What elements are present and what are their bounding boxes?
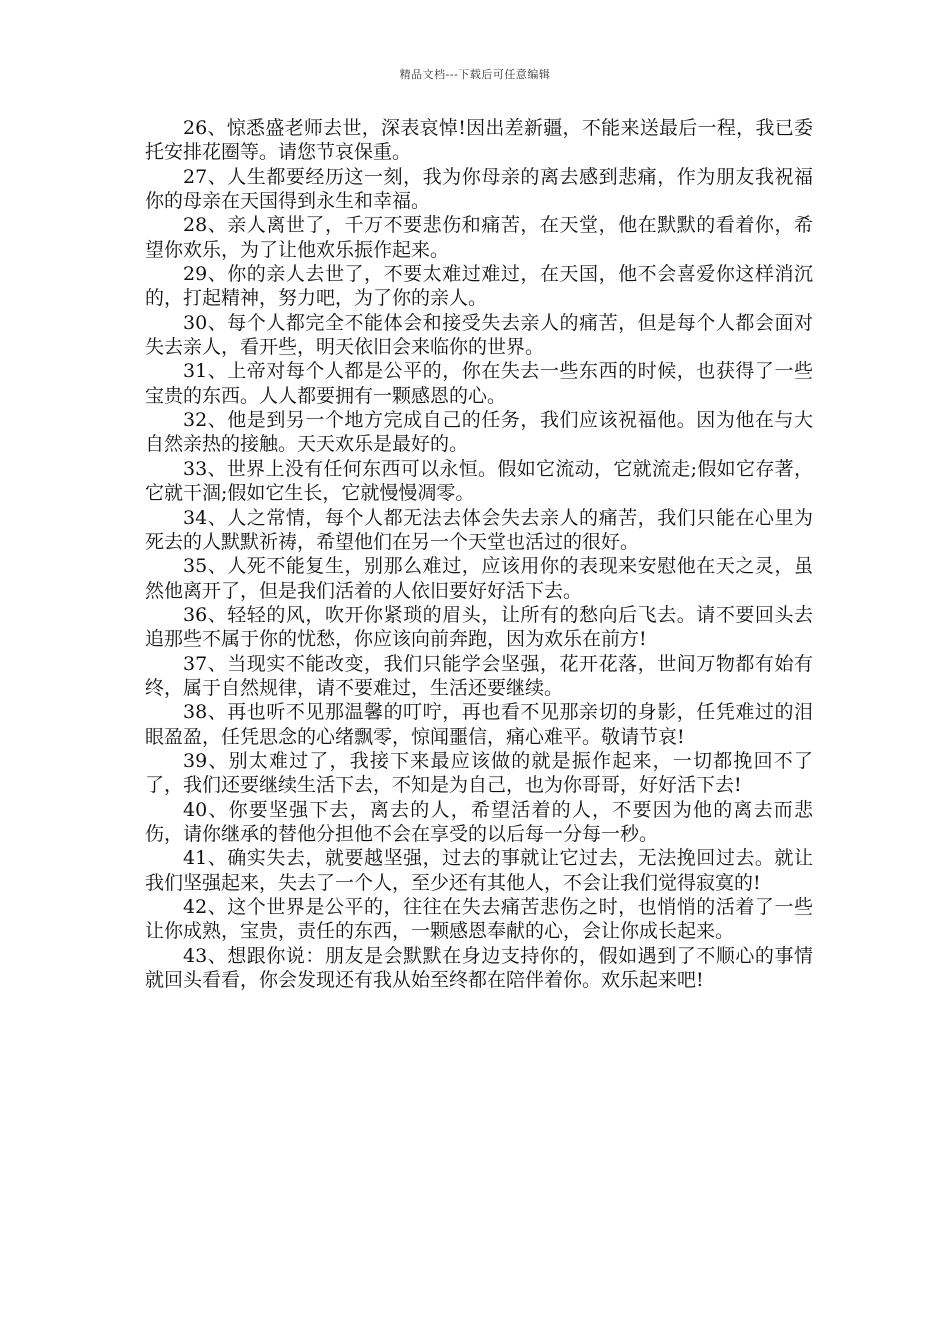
paragraph-37: 37、当现实不能改变，我们只能学会坚强，花开花落，世间万物都有始有终，属于自然规律，请不要难过，生活还要继续。 <box>145 652 813 699</box>
paragraph-36: 36、轻轻的风，吹开你紧琐的眉头，让所有的愁向后飞去。请不要回头去追那些不属于你的忧愁，你应该向前奔跑，因为欢乐在前方! <box>145 603 813 651</box>
paragraph-35: 35、人死不能复生，别那么难过，应该用你的表现来安慰他在天之灵，虽然他离开了，但是我们活着的人依旧要好好活下去。 <box>145 555 813 602</box>
paragraph-34: 34、人之常情，每个人都无法去体会失去亲人的痛苦，我们只能在心里为死去的人默默祈祷，希望他们在另一个天堂也活过的很好。 <box>145 506 813 553</box>
paragraph-33: 33、世界上没有任何东西可以永恒。假如它流动，它就流走;假如它存著，它就干涸;假如它生长，它就慢慢凋零。 <box>145 457 813 505</box>
paragraph-26: 26、惊悉盛老师去世，深表哀悼!因出差新疆，不能来送最后一程，我已委托安排花圈等。请您节哀保重。 <box>145 117 813 164</box>
paragraph-32: 32、他是到另一个地方完成自己的任务，我们应该祝福他。因为他在与大自然亲热的接触。天天欢乐是最好的。 <box>145 409 813 456</box>
paragraph-38: 38、再也听不见那温馨的叮咛，再也看不见那亲切的身影，任凭难过的泪眼盈盈，任凭思念的心绪飘零，惊闻噩信，痛心难平。敬请节哀! <box>145 701 813 748</box>
paragraph-30: 30、每个人都完全不能体会和接受失去亲人的痛苦，但是每个人都会面对失去亲人，看开些，明天依旧会来临你的世界。 <box>145 311 813 359</box>
paragraph-31: 31、上帝对每个人都是公平的，你在失去一些东西的时候，也获得了一些宝贵的东西。人人都要拥有一颗感恩的心。 <box>145 360 813 407</box>
document-body <box>145 116 813 992</box>
page-header: 精品文档---下载后可任意编辑 <box>399 68 551 81</box>
paragraph-28: 28、亲人离世了，千万不要悲伤和痛苦，在天堂，他在默默的看着你，希望你欢乐，为了让他欢乐振作起来。 <box>145 214 813 261</box>
paragraph-41: 41、确实失去，就要越坚强，过去的事就让它过去，无法挽回过去。就让我们坚强起来，失去了一个人，至少还有其他人，不会让我们觉得寂寞的! <box>145 847 813 894</box>
paragraph-43: 43、想跟你说：朋友是会默默在身边支持你的，假如遇到了不顺心的事情就回头看看，你会发现还有我从始至终都在陪伴着你。欢乐起来吧! <box>145 944 813 992</box>
paragraph-40: 40、你要坚强下去，离去的人，希望活着的人，不要因为他的离去而悲伤，请你继承的替他分担他不会在享受的以后每一分每一秒。 <box>145 798 813 845</box>
paragraph-42: 42、这个世界是公平的，往往在失去痛苦悲伤之时，也悄悄的活着了一些让你成熟，宝贵，责任的东西，一颗感恩奉献的心，会让你成长起来。 <box>145 896 813 943</box>
paragraph-29: 29、你的亲人去世了，不要太难过难过，在天国，他不会喜爱你这样消沉的，打起精神，努力吧，为了你的亲人。 <box>145 263 813 310</box>
paragraph-27: 27、人生都要经历这一刻，我为你母亲的离去感到悲痛，作为朋友我祝福你的母亲在天国得到永生和幸福。 <box>145 165 813 213</box>
paragraph-39: 39、别太难过了，我接下来最应该做的就是振作起来，一切都挽回不了了，我们还要继续生活下去，不知是为自己，也为你哥哥，好好活下去! <box>145 749 813 797</box>
